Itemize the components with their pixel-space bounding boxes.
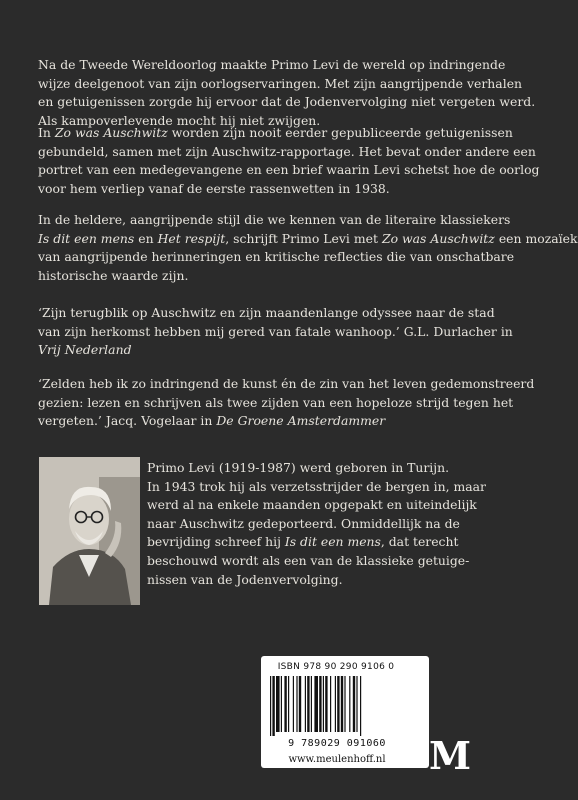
text-line <box>147 533 467 552</box>
barcode-bar <box>276 676 280 732</box>
text-line: In 1943 trok hij als verzetsstrijder de bergen in, maar <box>147 478 486 494</box>
barcode-bar <box>356 676 357 732</box>
text-line <box>38 412 476 431</box>
barcode-bar <box>307 676 309 732</box>
text-line: ‘Zelden heb ik zo indringend de kunst én de zin van het leven gedemonstreerd <box>38 376 535 391</box>
barcode-bar <box>272 676 274 736</box>
barcode-bar <box>288 676 289 732</box>
barcode-bar <box>293 676 294 732</box>
text-line: historische waarde zijn. <box>38 267 189 283</box>
publisher-logo <box>428 733 472 778</box>
barcode-bar <box>296 676 297 732</box>
barcode-bar <box>319 676 321 732</box>
text-line: gebundeld, samen met zijn Auschwitz-rapportage. Het bevat onder andere een <box>38 143 536 159</box>
text-line: van zijn herkomst hebben mij gered van fatale wanhoop.’ G.L. Durlacher in <box>38 323 513 339</box>
book-title: Is dit een mens <box>284 534 381 550</box>
review-source: De Groene Amsterdammer <box>216 413 386 429</box>
barcode-bar <box>344 676 345 732</box>
barcode-bar <box>335 676 336 732</box>
text-line: en getuigenissen zorgde hij ervoor dat de Jodenvervolging niet vergeten werd. <box>38 94 536 110</box>
book-title: Zo was Auschwitz <box>381 230 495 246</box>
barcode-bar <box>281 676 282 732</box>
review-source: Vrij Nederland <box>38 342 132 358</box>
intro-paragraph <box>38 56 536 130</box>
style-paragraph <box>38 211 578 285</box>
barcode-bar <box>314 676 318 732</box>
barcode-bars <box>268 676 408 736</box>
text-line: voor hem verliep vanaf de eerste rassenwetten in 1938. <box>38 180 390 196</box>
text-line: naar Auschwitz gedeporteerd. Onmiddellijk na de <box>147 515 460 531</box>
book-title: Het respijt <box>157 230 226 246</box>
author-photo <box>39 457 140 605</box>
barcode-bar <box>311 676 312 732</box>
text-line: beschouwd wordt als een van de klassieke getuige- <box>147 552 470 568</box>
publisher-website: www.meulenhoff.nl <box>288 754 386 765</box>
author-biography <box>147 459 486 589</box>
text-span: een mozaïek <box>494 230 578 246</box>
barcode-bar <box>360 676 361 736</box>
review-quote-vogelaar <box>38 375 535 431</box>
barcode-bar <box>337 676 339 732</box>
barcode-bar <box>325 676 327 732</box>
text-span: bevrijding schreef hij <box>147 534 285 550</box>
barcode-bar <box>284 676 286 732</box>
barcode-bar <box>349 676 350 732</box>
barcode-bar <box>341 676 343 732</box>
author-portrait-image <box>39 457 140 605</box>
logo-letter: M <box>428 733 472 778</box>
text-line: portret van een medegevangene en een brief waarin Levi schetst hoe de oorlog <box>38 162 540 178</box>
text-line: gezien: lezen en schrijven als twee zijden van een hopeloze strijd tegen het <box>38 394 514 410</box>
text-line <box>38 230 578 249</box>
barcode-bar <box>353 676 355 732</box>
book-title: Zo was Auschwitz <box>54 125 168 140</box>
barcode-digits: 9 789029 091060 <box>288 738 386 749</box>
text-span: worden zijn nooit eerder gepubliceerde getuigenissen <box>167 125 513 140</box>
text-span: vergeten.’ Jacq. Vogelaar in <box>38 413 217 429</box>
barcode-bar <box>299 676 301 732</box>
text-line: wijze deelgenoot van zijn oorlogservaringen. Met zijn aangrijpende verhalen <box>38 75 523 91</box>
text-line: van aangrijpende herinneringen en kritische reflecties die van onschatbare <box>38 249 515 265</box>
text-line: Als kampoverlevende mocht hij niet zwijgen. <box>38 112 321 128</box>
text-line: nissen van de Jodenvervolging. <box>147 571 343 587</box>
book-title: Is dit een mens <box>38 230 135 246</box>
contents-paragraph <box>38 124 540 198</box>
text-span: , dat terecht <box>380 534 459 550</box>
text-span: , schrijft Primo Levi met <box>225 230 382 246</box>
text-line: Na de Tweede Wereldoorlog maakte Primo Levi de wereld op indringende <box>38 57 506 72</box>
text-line <box>38 124 513 143</box>
text-span: en <box>134 230 158 246</box>
isbn-label: ISBN 978 90 290 9106 0 <box>277 662 395 672</box>
text-line: ‘Zijn terugblik op Auschwitz en zijn maandenlange odyssee naar de stad <box>38 305 495 320</box>
review-quote-durlacher <box>38 304 513 360</box>
text-span: In <box>38 125 55 140</box>
text-line: In de heldere, aangrijpende stijl die we kennen van de literaire klassiekers <box>38 212 511 227</box>
barcode-bar <box>270 676 271 736</box>
text-line: werd al na enkele maanden opgepakt en uiteindelijk <box>147 497 477 513</box>
barcode-bar <box>330 676 331 732</box>
text-line: Primo Levi (1919-1987) werd geboren in Turijn. <box>147 460 450 475</box>
barcode-bar <box>323 676 324 732</box>
barcode-bar <box>305 676 306 732</box>
